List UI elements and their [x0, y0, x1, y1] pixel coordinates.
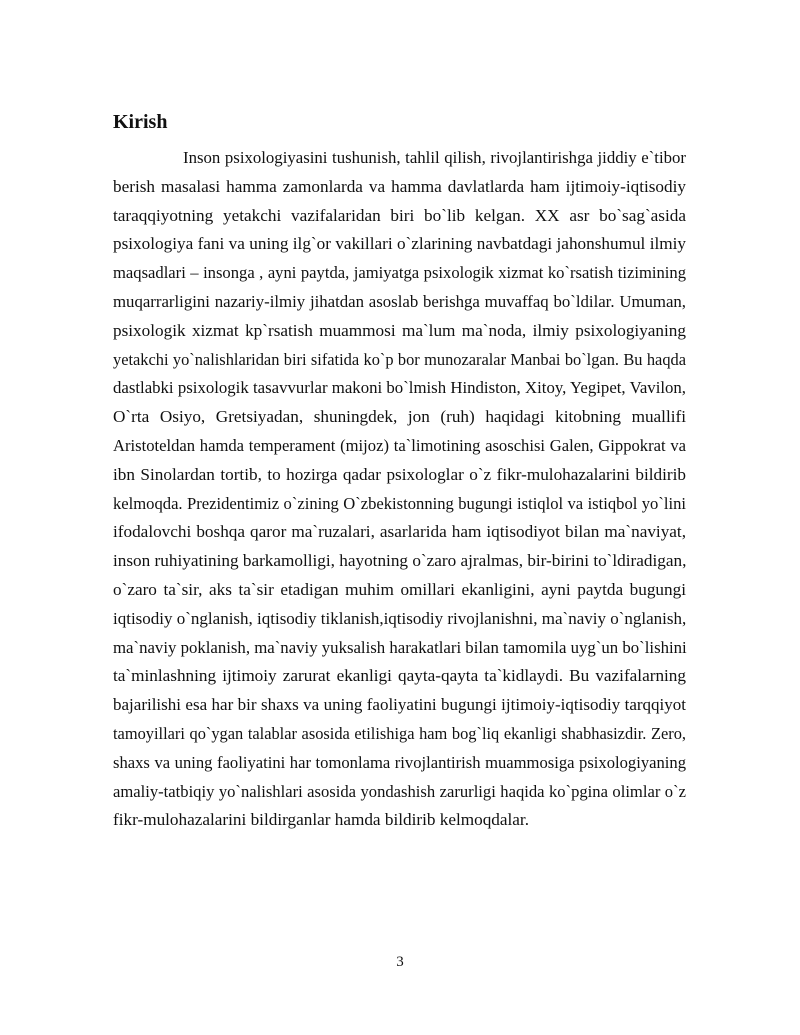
paragraph-line: iqtisodiy o`nglanish, iqtisodiy tiklanish,iqtisodiy rivojlanishni, ma`naviy o`nglanish, — [113, 608, 687, 628]
paragraph-line: ta`minlashning ijtimoiy zarurat ekanligi qayta-qayta ta`kidlaydi. Bu vazifalarning — [113, 666, 686, 686]
section-heading: Kirish — [113, 111, 168, 133]
paragraph-line: ifodalovchi boshqa qaror ma`ruzalari, asarlarida ham iqtisodiyot bilan ma`naviyat, — [113, 522, 686, 542]
paragraph-line: O`rta Osiyo, Gretsiyadan, shuningdek, jon (ruh) haqidagi kitobning muallifi — [113, 407, 686, 427]
paragraph-line: inson ruhiyatining barkamolligi, hayotning o`zaro ajralmas, bir-birini to`ldiradigan, — [113, 551, 687, 571]
paragraph-line: yetakchi yo`nalishlaridan biri sifatida ko`p bor munozaralar Manbai bo`lgan. Bu haqda — [113, 349, 686, 369]
paragraph-line: ma`naviy poklanish, ma`naviy yuksalish harakatlari bilan tamomila uyg`un bo`lishini — [113, 637, 687, 657]
paragraph-line: shaxs va uning faoliyatini har tomonlama rivojlantirish muammosiga psixologiyaning — [113, 752, 686, 772]
paragraph-line: psixologiya fani va uning ilg`or vakillari o`zlarining navbatdagi jahonshumul ilmiy — [113, 234, 686, 254]
paragraph-line: Aristoteldan hamda temperament (mijoz) ta`limotining asoschisi Galen, Gippokrat va — [113, 435, 686, 455]
paragraph-line: fikr-mulohazalarini bildirganlar hamda bildirib kelmoqdalar. — [113, 810, 530, 830]
paragraph-line: amaliy-tatbiqiy yo`nalishlari asosida yondashish zarurligi haqida ko`pgina olimlar o`z — [113, 781, 686, 801]
paragraph-line: tamoyillari qo`ygan talablar asosida etilishiga ham bog`liq ekanligi shabhasizdir. Zero, — [113, 723, 686, 743]
paragraph-line: berish masalasi hamma zamonlarda va hamma davlatlarda ham ijtimoiy-iqtisodiy — [113, 176, 686, 196]
body-paragraph — [113, 144, 686, 835]
paragraph-line: psixologik xizmat kp`rsatish muammosi ma`lum ma`noda, ilmiy psixologiyaning — [113, 320, 686, 340]
paragraph-line: ibn Sinolardan tortib, to hozirga qadar psixologlar o`z fikr-mulohazalarini bildirib — [113, 464, 686, 484]
paragraph-line: maqsadlari – insonga , ayni paytda, jamiyatga psixologik xizmat ko`rsatish tizimining — [113, 263, 686, 283]
paragraph-line: dastlabki psixologik tasavvurlar makoni bo`lmish Hindiston, Xitoy, Yegipet, Vavilon, — [113, 378, 686, 398]
paragraph-line: muqarrarligini nazariy-ilmiy jihatdan asoslab berishga muvaffaq bo`ldilar. Umuman, — [113, 291, 686, 311]
paragraph-line: Inson psixologiyasini tushunish, tahlil qilish, rivojlantirishga jiddiy e`tibor — [183, 148, 686, 167]
paragraph-line: kelmoqda. Prezidentimiz o`zining O`zbekistonning bugungi istiqlol va istiqbol yo`lini — [113, 493, 686, 513]
paragraph-line: o`zaro ta`sir, aks ta`sir etadigan muhim omillari ekanligini, ayni paytda bugungi — [113, 579, 686, 599]
paragraph-line: taraqqiyotning yetakchi vazifalaridan biri bo`lib kelgan. XX asr bo`sag`asida — [113, 205, 686, 225]
paragraph-line: bajarilishi esa har bir shaxs va uning faoliyatini bugungi ijtimoiy-iqtisodiy tarqqiyot — [113, 695, 686, 715]
page-number: 3 — [396, 954, 404, 970]
